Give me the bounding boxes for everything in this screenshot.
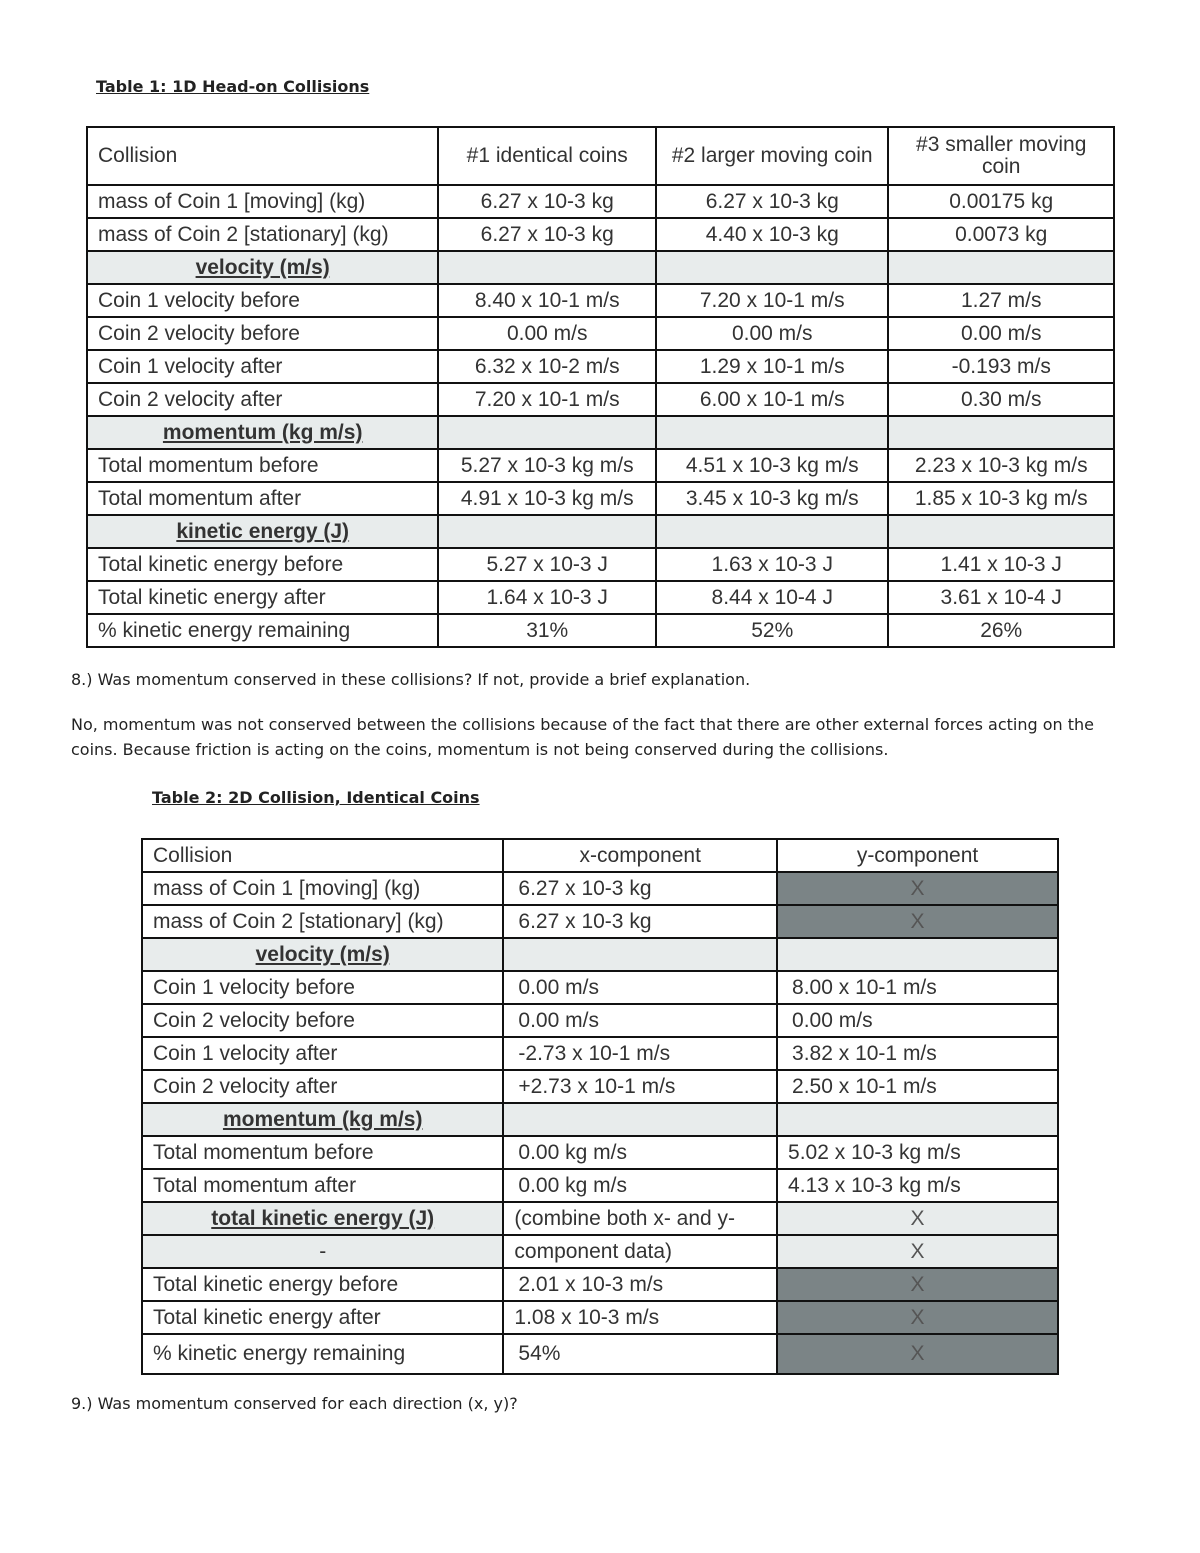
row-label: % kinetic energy remaining	[142, 1334, 503, 1374]
table-cell: 1.27 m/s	[888, 284, 1114, 317]
table-row	[87, 218, 1114, 251]
answer-8: No, momentum was not conserved between the collisions because of the fact that there are other external forces acting on the coins. Because friction is acting on the coins, momentum is not being conserved during the collisions.	[71, 715, 1094, 759]
table-cell: 52%	[656, 614, 888, 647]
row-label: Coin 1 velocity after	[87, 350, 438, 383]
table-cell: 0.00175 kg	[888, 185, 1114, 218]
y-cell-blocked: X	[777, 1334, 1058, 1374]
header-cell: #3 smaller moving coin	[888, 127, 1114, 185]
x-cell: 2.01 x 10-3 m/s	[503, 1268, 777, 1301]
table-cell	[656, 416, 888, 449]
section-heading: momentum (kg m/s)	[142, 1103, 503, 1136]
table-cell: -0.193 m/s	[888, 350, 1114, 383]
y-cell: 4.13 x 10-3 kg m/s	[777, 1169, 1058, 1202]
table-cell	[656, 251, 888, 284]
table-header-row	[142, 839, 1058, 872]
table2-caption: Table 2: 2D Collision, Identical Coins	[152, 788, 480, 807]
row-label: Total momentum before	[87, 449, 438, 482]
x-cell: +2.73 x 10-1 m/s	[503, 1070, 777, 1103]
table-cell: 0.0073 kg	[888, 218, 1114, 251]
section-heading: total kinetic energy (J)	[142, 1202, 503, 1235]
y-cell: 2.50 x 10-1 m/s	[777, 1070, 1058, 1103]
table-row	[87, 383, 1114, 416]
table-cell: 3.61 x 10-4 J	[888, 581, 1114, 614]
table-row	[87, 350, 1114, 383]
table-row	[87, 185, 1114, 218]
x-cell: 1.08 x 10-3 m/s	[503, 1301, 777, 1334]
table-cell: 1.29 x 10-1 m/s	[656, 350, 888, 383]
row-label: mass of Coin 1 [moving] (kg)	[87, 185, 438, 218]
table-row	[142, 1070, 1058, 1103]
table-cell: 5.27 x 10-3 kg m/s	[438, 449, 656, 482]
x-cell: (combine both x- and y-	[503, 1202, 777, 1235]
table-row	[142, 1334, 1058, 1374]
section-row	[142, 1235, 1058, 1268]
section-row	[87, 515, 1114, 548]
table-cell: 4.91 x 10-3 kg m/s	[438, 482, 656, 515]
table-cell: 0.00 m/s	[438, 317, 656, 350]
row-label: Coin 2 velocity after	[142, 1070, 503, 1103]
x-cell: -2.73 x 10-1 m/s	[503, 1037, 777, 1070]
y-cell-blocked: X	[777, 1301, 1058, 1334]
table-cell	[888, 515, 1114, 548]
x-cell: 0.00 m/s	[503, 1004, 777, 1037]
row-label: Coin 1 velocity before	[142, 971, 503, 1004]
table-row	[87, 284, 1114, 317]
table-cell: 4.40 x 10-3 kg	[656, 218, 888, 251]
table-row	[142, 872, 1058, 905]
y-cell-blocked: X	[777, 1235, 1058, 1268]
x-cell	[503, 938, 777, 971]
y-cell	[777, 1103, 1058, 1136]
header-cell: y-component	[777, 839, 1058, 872]
row-label: % kinetic energy remaining	[87, 614, 438, 647]
y-cell-blocked: X	[777, 1268, 1058, 1301]
table-cell: 7.20 x 10-1 m/s	[656, 284, 888, 317]
table-row	[87, 581, 1114, 614]
header-cell: x-component	[503, 839, 777, 872]
section-heading: kinetic energy (J)	[87, 515, 438, 548]
table-row	[142, 1169, 1058, 1202]
row-label: Total kinetic energy after	[142, 1301, 503, 1334]
table-row	[142, 1136, 1058, 1169]
row-label: Coin 2 velocity before	[87, 317, 438, 350]
section-row	[142, 938, 1058, 971]
table-cell: 8.44 x 10-4 J	[656, 581, 888, 614]
question-8: 8.) Was momentum conserved in these collisions? If not, provide a brief explanation.	[71, 670, 751, 689]
table-cell: 1.64 x 10-3 J	[438, 581, 656, 614]
table-cell: 6.27 x 10-3 kg	[438, 185, 656, 218]
table-header-row	[87, 127, 1114, 185]
table-row	[142, 905, 1058, 938]
row-label: Total kinetic energy after	[87, 581, 438, 614]
table-row	[142, 1004, 1058, 1037]
section-row	[142, 1202, 1058, 1235]
table-cell: 0.00 m/s	[888, 317, 1114, 350]
table-row	[142, 1301, 1058, 1334]
table-cell: 1.41 x 10-3 J	[888, 548, 1114, 581]
section-row	[142, 1103, 1058, 1136]
table-cell	[438, 416, 656, 449]
section-heading: -	[142, 1235, 503, 1268]
table-row	[142, 1037, 1058, 1070]
table1-caption: Table 1: 1D Head-on Collisions	[96, 77, 370, 96]
table-cell: 0.30 m/s	[888, 383, 1114, 416]
y-cell: 5.02 x 10-3 kg m/s	[777, 1136, 1058, 1169]
table1-head-on-collisions	[86, 126, 1115, 648]
header-cell: Collision	[87, 127, 438, 185]
row-label: Total kinetic energy before	[87, 548, 438, 581]
table-row	[87, 317, 1114, 350]
question-9: 9.) Was momentum conserved for each direction (x, y)?	[71, 1394, 518, 1413]
table-cell: 31%	[438, 614, 656, 647]
x-cell: 6.27 x 10-3 kg	[503, 872, 777, 905]
y-cell-blocked: X	[777, 872, 1058, 905]
table-cell: 26%	[888, 614, 1114, 647]
y-cell-blocked: X	[777, 905, 1058, 938]
table-cell	[656, 515, 888, 548]
row-label: Total momentum after	[87, 482, 438, 515]
table-cell: 4.51 x 10-3 kg m/s	[656, 449, 888, 482]
table-row	[142, 971, 1058, 1004]
table-cell: 6.32 x 10-2 m/s	[438, 350, 656, 383]
section-heading: velocity (m/s)	[87, 251, 438, 284]
table-cell: 2.23 x 10-3 kg m/s	[888, 449, 1114, 482]
x-cell: 6.27 x 10-3 kg	[503, 905, 777, 938]
table-cell: 3.45 x 10-3 kg m/s	[656, 482, 888, 515]
y-cell	[777, 938, 1058, 971]
row-label: Total momentum after	[142, 1169, 503, 1202]
row-label: Coin 2 velocity before	[142, 1004, 503, 1037]
row-label: mass of Coin 2 [stationary] (kg)	[142, 905, 503, 938]
row-label: Total momentum before	[142, 1136, 503, 1169]
table-cell: 6.27 x 10-3 kg	[438, 218, 656, 251]
table-cell: 0.00 m/s	[656, 317, 888, 350]
table-row	[87, 614, 1114, 647]
table-cell: 6.00 x 10-1 m/s	[656, 383, 888, 416]
x-cell: 0.00 kg m/s	[503, 1169, 777, 1202]
table-cell	[438, 515, 656, 548]
table-row	[87, 449, 1114, 482]
section-row	[87, 251, 1114, 284]
header-cell: #1 identical coins	[438, 127, 656, 185]
table-cell	[888, 416, 1114, 449]
row-label: Coin 1 velocity after	[142, 1037, 503, 1070]
table-row	[87, 548, 1114, 581]
table-cell	[438, 251, 656, 284]
row-label: Coin 2 velocity after	[87, 383, 438, 416]
section-row	[87, 416, 1114, 449]
row-label: Total kinetic energy before	[142, 1268, 503, 1301]
table-cell: 5.27 x 10-3 J	[438, 548, 656, 581]
x-cell: 0.00 m/s	[503, 971, 777, 1004]
y-cell: 8.00 x 10-1 m/s	[777, 971, 1058, 1004]
y-cell: 3.82 x 10-1 m/s	[777, 1037, 1058, 1070]
table-cell: 7.20 x 10-1 m/s	[438, 383, 656, 416]
section-heading: velocity (m/s)	[142, 938, 503, 971]
table-cell: 1.85 x 10-3 kg m/s	[888, 482, 1114, 515]
header-cell: #2 larger moving coin	[656, 127, 888, 185]
row-label: mass of Coin 2 [stationary] (kg)	[87, 218, 438, 251]
table-cell	[888, 251, 1114, 284]
x-cell: 0.00 kg m/s	[503, 1136, 777, 1169]
x-cell: component data)	[503, 1235, 777, 1268]
table2-2d-collision	[141, 838, 1059, 1375]
table-cell: 8.40 x 10-1 m/s	[438, 284, 656, 317]
y-cell-blocked: X	[777, 1202, 1058, 1235]
row-label: Coin 1 velocity before	[87, 284, 438, 317]
x-cell: 54%	[503, 1334, 777, 1374]
section-heading: momentum (kg m/s)	[87, 416, 438, 449]
table-row	[142, 1268, 1058, 1301]
table-cell: 1.63 x 10-3 J	[656, 548, 888, 581]
row-label: mass of Coin 1 [moving] (kg)	[142, 872, 503, 905]
y-cell: 0.00 m/s	[777, 1004, 1058, 1037]
table-row	[87, 482, 1114, 515]
table-cell: 6.27 x 10-3 kg	[656, 185, 888, 218]
header-cell: Collision	[142, 839, 503, 872]
x-cell	[503, 1103, 777, 1136]
